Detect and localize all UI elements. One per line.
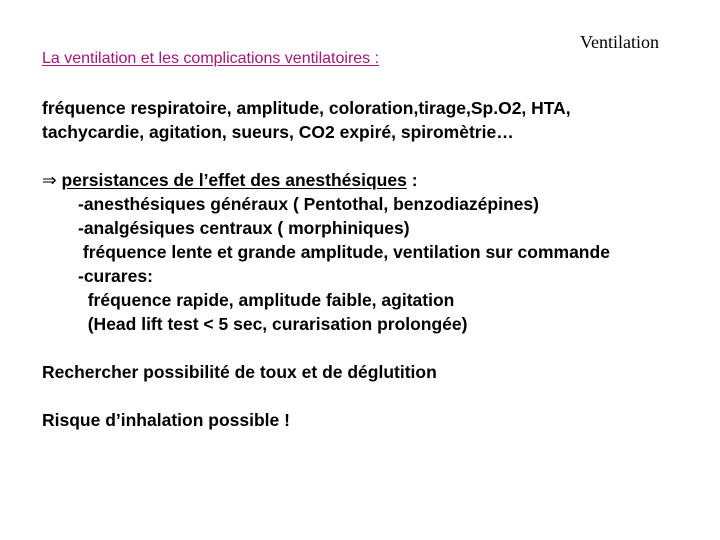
cough-check-line: Rechercher possibilité de toux et de déglutition <box>42 362 437 382</box>
slide-title: La ventilation et les complications ventilatoires : <box>42 50 380 67</box>
persistence-heading <box>42 168 418 193</box>
persistence-label: persistances de l’effet des anesthésiques <box>61 170 407 190</box>
corner-label: Ventilation <box>580 32 659 52</box>
persistence-item: -curares: <box>78 266 153 286</box>
signs-line: fréquence respiratoire, amplitude, coloration,tirage,Sp.O2, HTA, <box>42 98 571 118</box>
persistence-item: (Head lift test < 5 sec, curarisation prolongée) <box>78 314 468 334</box>
implies-arrow-icon: ⇒ <box>42 171 57 191</box>
persistence-item: fréquence rapide, amplitude faible, agitation <box>78 290 455 310</box>
signs-line: tachycardie, agitation, sueurs, CO2 expiré, spiromètrie… <box>42 122 514 142</box>
persistence-colon: : <box>406 170 418 190</box>
persistence-item: -analgésiques centraux ( morphiniques) <box>78 218 410 238</box>
signs-paragraph <box>42 96 571 144</box>
inhalation-risk-line: Risque d’inhalation possible ! <box>42 410 290 430</box>
persistence-item: fréquence lente et grande amplitude, ventilation sur commande <box>78 242 610 262</box>
persistence-item: -anesthésiques généraux ( Pentothal, benzodiazépines) <box>78 194 539 214</box>
